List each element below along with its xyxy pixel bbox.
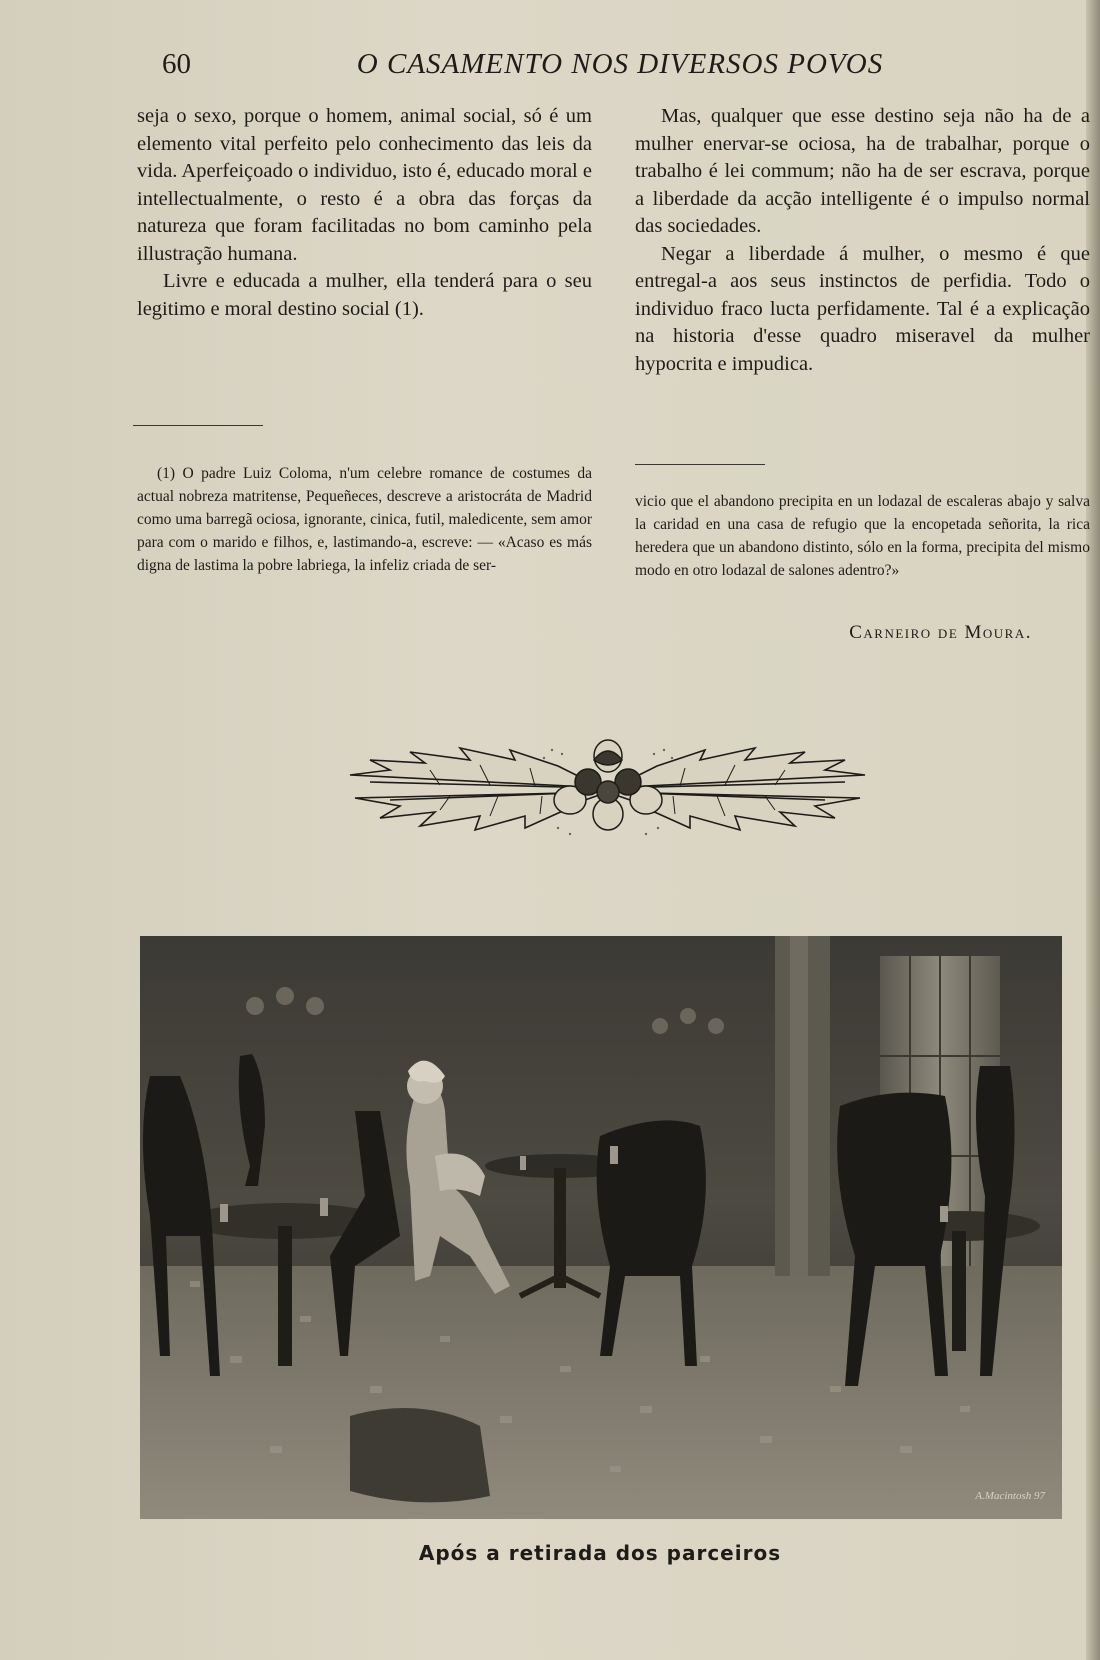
page-number: 60: [162, 48, 191, 80]
footnote-rule-left: [133, 425, 263, 426]
footnote-rule-right: [635, 464, 765, 465]
illustration-card-room: [140, 936, 1062, 1519]
footnote-left: (1) O padre Luiz Coloma, n'um celebre romance de costumes da actual nobreza matritense, Pequeñeces, descreve a aristocráta de Madrid como uma barregã ociosa, ignorante, cinica, futil, maledicente, sem amor para com o marido e filhos, e, lastimando-a, escreve: — «Acaso es más digna de lastima la pobre labriega, la infeliz criada de ser-: [137, 465, 592, 574]
right-paragraph-2: Negar a liberdade á mulher, o mesmo é que entregal-a aos seus instinctos de perfidia. Todo o individuo fraco lucta perfidamente. Tal é a explicação na historia d'esse quadro miseravel da mulher hypocrita e impudica.: [635, 242, 1090, 375]
left-paragraph-1: seja o sexo, porque o homem, animal social, só é um elemento vital perfeito pelo conhecimento das leis da vida. Aperfeiçoado o individuo, isto é, educado moral e intellectualmente, o resto é a obra das forças da natureza que foram facilitadas no bom caminho pela illustração humana.: [137, 105, 592, 265]
left-column: [137, 103, 592, 323]
artist-signature: A.Macintosh 97: [975, 1490, 1045, 1502]
author-signature: Carneiro de Moura.: [849, 622, 1032, 643]
illustration-caption: Após a retirada dos parceiros: [418, 1541, 782, 1565]
oak-leaf-ornament: [330, 730, 885, 850]
footnote-right: vicio que el abandono precipita en un lodazal de escaleras abajo y salva la caridad en una casa de refugio que la encopetada señorita, la rica heredera que un abandono distinto, sólo en la forma, precipita del mismo modo en otro lodazal de salones adentro?»: [635, 493, 1090, 579]
left-paragraph-2: Livre e educada a mulher, ella tenderá para o seu legitimo e moral destino social (1).: [137, 270, 592, 320]
right-paragraph-1: Mas, qualquer que esse destino seja não ha de a mulher enervar-se ociosa, ha de trabalhar, porque o trabalho é lei commum; não ha de ser escrava, porque a liberdade da acção intelligente é o impulso normal das sociedades.: [635, 105, 1090, 237]
running-title: O CASAMENTO NOS DIVERSOS POVOS: [356, 48, 884, 80]
running-head: [0, 48, 1100, 88]
right-column: [635, 103, 1090, 378]
